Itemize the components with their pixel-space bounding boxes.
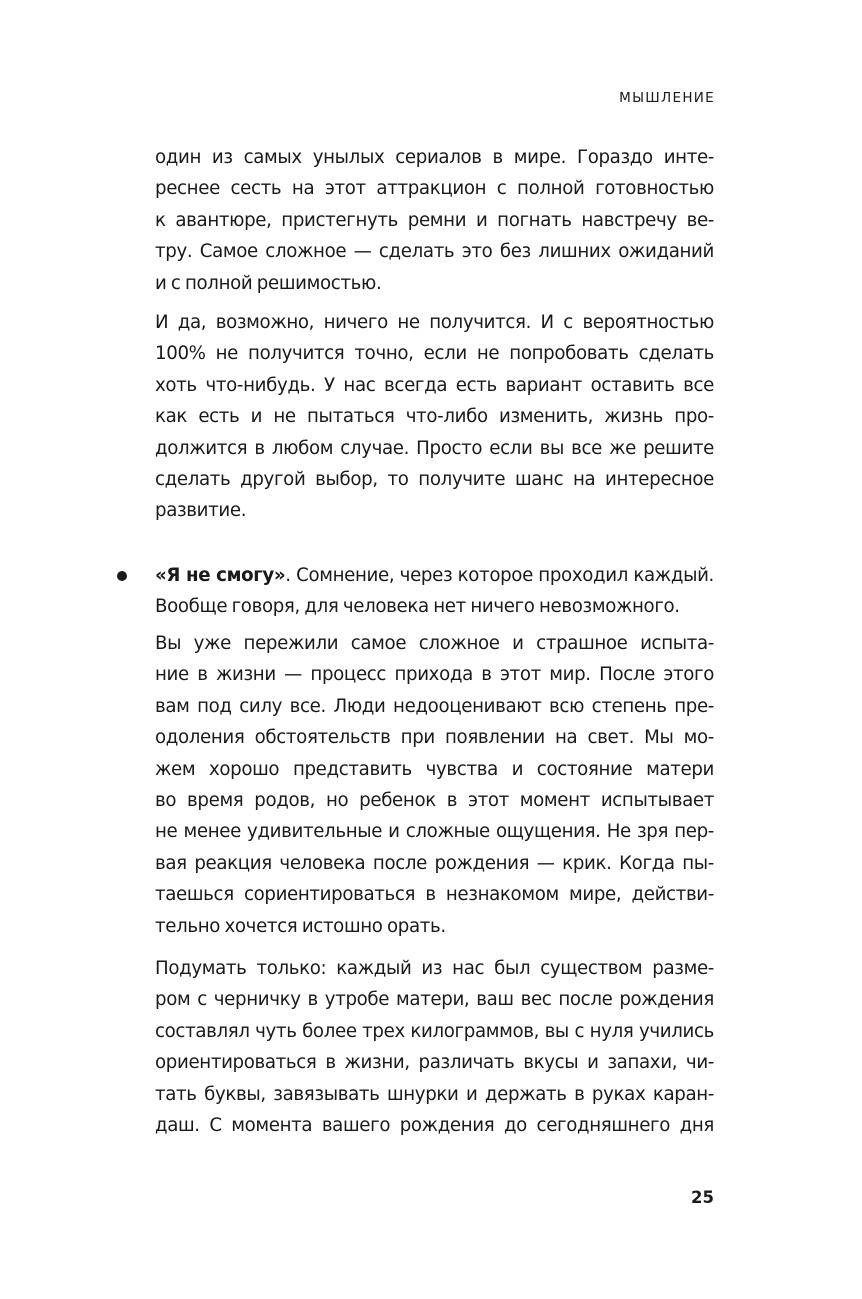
text-line: сделать другой выбор, то получите шанс на интересное bbox=[155, 468, 714, 490]
text-line: к авантюре, пристегнуть ремни и погнать навстречу ве- bbox=[155, 209, 714, 231]
bullet-lead-rest: . Сомнение, через которое проходил каждый. bbox=[285, 565, 714, 586]
text-line: Подумать только: каждый из нас был существом разме- bbox=[155, 958, 714, 979]
text-line: 100% не получится точно, если не попробовать сделать bbox=[155, 343, 714, 365]
text-line: тру. Самое сложное — сделать это без лишних ожиданий bbox=[155, 241, 714, 263]
text-line: ром с черничку в утробе матери, ваш вес после рождения bbox=[155, 989, 714, 1011]
text-line: и с полной решимостью. bbox=[155, 272, 382, 294]
text-line: ние в жизни — процесс прихода в этот мир. После этого bbox=[155, 664, 714, 686]
text-line: тать буквы, завязывать шнурки и держать в руках каран- bbox=[155, 1083, 714, 1105]
text-line: как есть и не пытаться что-либо изменить, жизнь про- bbox=[155, 406, 714, 428]
paragraph-2 bbox=[155, 307, 714, 527]
text-line: вая реакция человека после рождения — крик. Когда пы- bbox=[155, 852, 714, 874]
text-line: не менее удивительные и сложные ощущения. Не зря пер- bbox=[155, 821, 714, 843]
text-line: вам под силу все. Люди недооценивают всю степень пре- bbox=[155, 695, 714, 717]
text-line: Вы уже пережили самое сложное и страшное испыта- bbox=[155, 633, 714, 654]
paragraph-1 bbox=[155, 142, 714, 299]
bullet-lead: «Я не смогу» bbox=[155, 565, 286, 586]
text-line: развитие. bbox=[155, 500, 247, 522]
paragraph-3 bbox=[155, 628, 714, 942]
text-line: составлял чуть более трех килограммов, вы с нуля учились bbox=[155, 1020, 714, 1042]
text-line: таешься сориентироваться в незнакомом мире, действи- bbox=[155, 884, 714, 906]
text-line: один из самых унылых сериалов в мире. Гораздо инте- bbox=[155, 147, 714, 168]
page-number: 25 bbox=[691, 1188, 714, 1207]
bullet-item bbox=[155, 560, 714, 623]
text-line: тельно хочется истошно орать. bbox=[155, 915, 446, 937]
text-line: даш. С момента вашего рождения до сегодняшнего дня bbox=[155, 1114, 714, 1136]
text-line: жем хорошо представить чувства и состояние матери bbox=[155, 758, 714, 780]
bullet-icon bbox=[117, 571, 127, 581]
text-line: хоть что-нибудь. У нас всегда есть вариант оставить все bbox=[155, 374, 714, 396]
paragraph-4 bbox=[155, 953, 714, 1141]
bullet-first-line bbox=[155, 560, 714, 591]
text-line: Вообще говоря, для человека нет ничего невозможного. bbox=[155, 596, 680, 618]
text-line: ориентироваться в жизни, различать вкусы и запахи, чи- bbox=[155, 1052, 714, 1074]
text-line: И да, возможно, ничего не получится. И с вероятностью bbox=[155, 312, 714, 333]
text-line: во время родов, но ребенок в этот момент испытывает bbox=[155, 789, 714, 811]
text-line: реснее сесть на этот аттракцион с полной готовностью bbox=[155, 178, 714, 200]
running-header: МЫШЛЕНИЕ bbox=[619, 90, 715, 106]
text-line: должится в любом случае. Просто если вы все же решите bbox=[155, 437, 714, 459]
text-line: одоления обстоятельств при появлении на свет. Мы мо- bbox=[155, 727, 714, 749]
